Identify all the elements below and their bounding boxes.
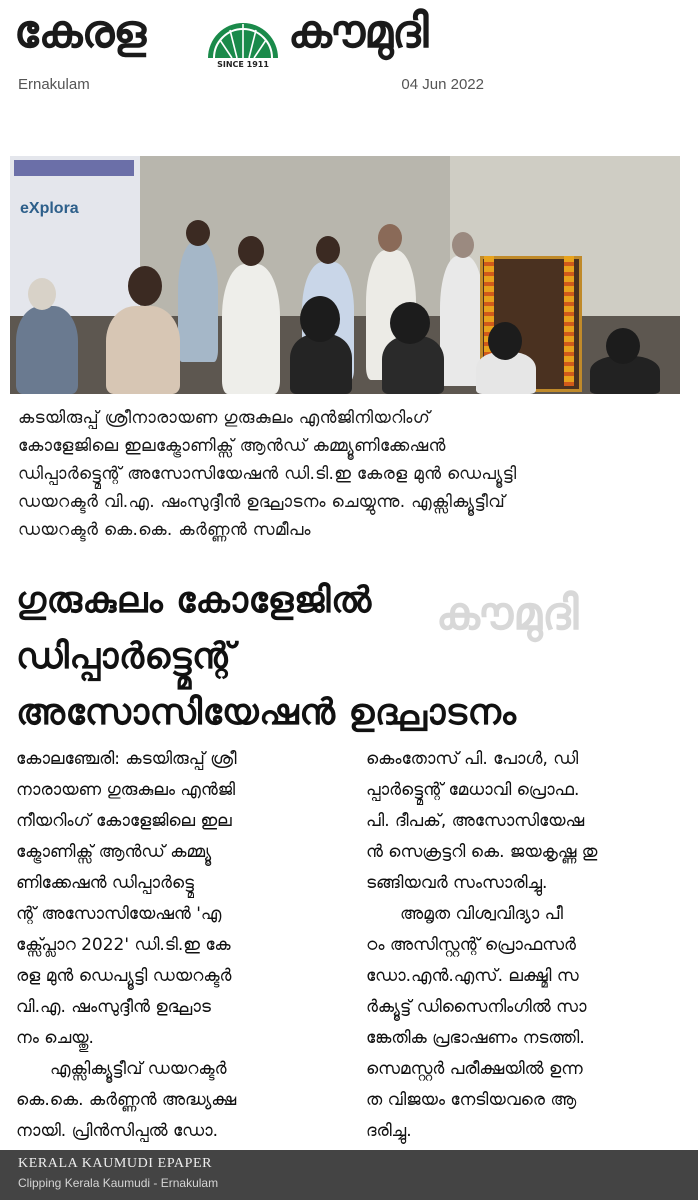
headline-line: അസോസിയേഷൻ ഉദ്ഘാടനം: [16, 692, 517, 733]
body-line: കോലഞ്ചേരി: കടയിരുപ്പ് ശ്രീ: [16, 749, 237, 769]
body-line: പ്പാർട്ട്മെന്റ് മേധാവി പ്രൊഫ.: [366, 780, 580, 800]
watermark-text: കൗമുദി: [436, 586, 579, 640]
photo-caption: [18, 404, 684, 554]
audience-member: [290, 334, 352, 394]
body-line: അമൃത വിശ്വവിദ്യാ പീ: [400, 904, 563, 924]
caption-line: കടയിരുപ്പ് ശ്രീനാരായണ ഗുരുകുലം എൻജിനിയറിംഗ്: [18, 408, 431, 428]
body-line: സെമസ്റ്റർ പരീക്ഷയിൽ ഉന്ന: [366, 1059, 583, 1079]
body-line: ണിക്കേഷൻ ഡിപ്പാർട്ട്മെ: [16, 873, 195, 893]
body-line: കെംതോസ് പി. പോൾ, ഡി: [366, 749, 579, 769]
body-line: ടങ്ങിയവർ സംസാരിച്ചു.: [366, 873, 548, 893]
headline-line: ഗുരുകുലം കോളേജിൽ: [16, 580, 372, 621]
caption-line: കോളേജിലെ ഇലക്ട്രോണിക്സ് ആൻഡ് കമ്മ്യൂണിക്കേഷൻ: [18, 436, 446, 456]
masthead: [0, 0, 698, 104]
body-line: നാരായണ ഗുരുകുലം എൻജി: [16, 780, 236, 800]
brand-name-left: കേരള: [14, 4, 146, 58]
news-photo: [10, 156, 680, 394]
body-line: ർക്യൂട്ട് ഡിസൈനിംഗിൽ സാ: [366, 997, 587, 1017]
body-line: എക്സിക്യൂട്ടീവ് ഡയറക്ടർ: [50, 1059, 227, 1079]
article-column-left: [16, 744, 360, 1147]
body-line: രള മുൻ ഡെപ്യൂട്ടി ഡയറക്ടർ: [16, 966, 232, 986]
body-line: ന്റ് അസോസിയേഷൻ 'എ: [16, 904, 222, 924]
audience-member: [382, 336, 444, 394]
headline-line: ഡിപ്പാർട്ട്മെന്റ്: [16, 636, 235, 677]
body-line: ങ്കേതിക പ്രഭാഷണം നടത്തി.: [366, 1028, 585, 1048]
body-line: ത വിജയം നേടിയവരെ ആ: [366, 1090, 577, 1110]
body-line: ഠം അസിസ്റ്റന്റ് പ്രൊഫസർ: [366, 935, 576, 955]
audience-member: [16, 306, 78, 394]
body-line: വി.എ. ഷംസുദ്ദീൻ ഉദ്ഘാട: [16, 997, 211, 1017]
body-line: നായി. പ്രിൻസിപ്പൽ ഡോ.: [16, 1121, 219, 1141]
publication-date: 04 Jun 2022: [401, 76, 484, 93]
body-line: ക്ട്രോണിക്സ് ആൻഡ് കമ്മ്യൂ: [16, 842, 212, 862]
caption-line: ഡയറക്ടർ വി.എ. ഷംസുദ്ദീൻ ഉദ്ഘാടനം ചെയ്യുന്നു. എക്സിക്യൂട്ടീവ്: [18, 492, 506, 512]
footer-subtitle: Clipping Kerala Kaumudi - Ernakulam: [18, 1176, 219, 1190]
body-line: നം ചെയ്തു.: [16, 1028, 94, 1048]
body-line: ഡോ.എൻ.എസ്. ലക്ഷ്മി സ: [366, 966, 579, 986]
article-headline: [16, 574, 696, 734]
newspaper-logo: [204, 4, 282, 74]
logo-since-text: SINCE 1911: [217, 60, 269, 69]
caption-line: ഡിപ്പാർട്ട്മെന്റ് അസോസിയേഷൻ ഡി.ടി.ഇ കേരള മുൻ ഡെപ്യൂട്ടി: [18, 464, 517, 484]
body-line: ക്സ്പ്ലോറ 2022' ഡി.ടി.ഇ കേ: [16, 935, 231, 955]
brand-name-right: കൗമുദി: [288, 4, 428, 58]
body-line: നീയറിംഗ് കോളേജിലെ ഇല: [16, 811, 232, 831]
body-line: ദരിച്ചു.: [366, 1121, 412, 1141]
footer-title: KERALA KAUMUDI EPAPER: [18, 1156, 213, 1171]
edition-label: Ernakulam: [18, 76, 90, 93]
body-line: പി. ദീപക്, അസോസിയേഷ: [366, 811, 585, 831]
person-standing: [222, 264, 280, 394]
caption-line: ഡയറക്ടർ കെ.കെ. കർണ്ണൻ സമീപം: [18, 520, 311, 540]
rising-sun-logo-icon: [204, 4, 282, 62]
article-column-right: [366, 744, 696, 1147]
banner-text: eXplora: [20, 200, 79, 217]
epaper-footer: [0, 1150, 698, 1200]
person-standing: [178, 242, 218, 362]
body-line: കെ.കെ. കർണ്ണൻ അദ്ധ്യക്ഷ: [16, 1090, 237, 1110]
body-line: ൻ സെക്രട്ടറി കെ. ജയകൃഷ്ണ തു: [366, 842, 598, 862]
audience-member: [106, 306, 180, 394]
